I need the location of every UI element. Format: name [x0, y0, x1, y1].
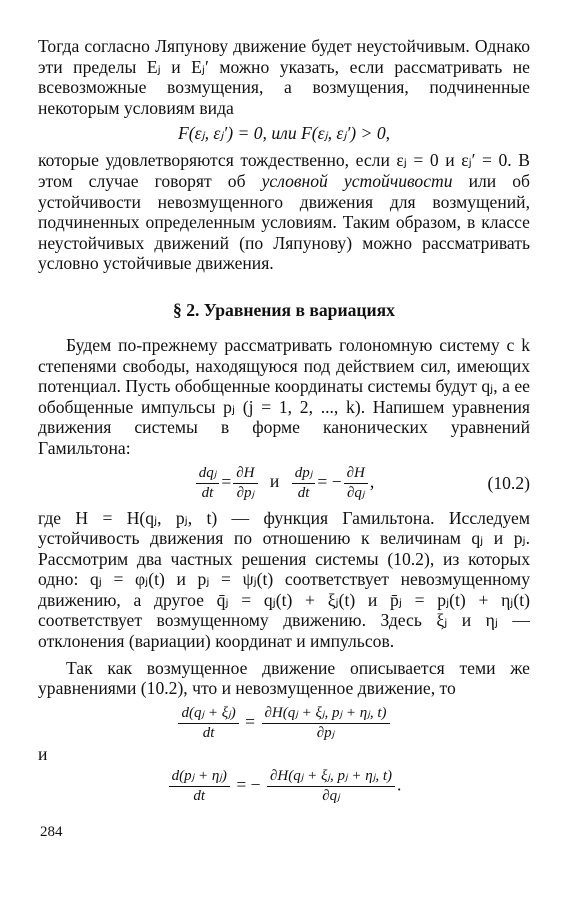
fraction-numerator: ∂H: [344, 465, 368, 484]
equals-minus-sign: = −: [317, 471, 342, 492]
fraction-dH-dp: [233, 465, 257, 502]
fraction-numerator: d(qⱼ + ξⱼ): [178, 705, 238, 724]
paragraph-conditional-stability: [38, 150, 530, 274]
fraction-numerator: ∂H: [233, 465, 257, 484]
fraction-denominator: dt: [202, 724, 215, 741]
fraction-denominator: dt: [193, 787, 206, 804]
page-number: 284: [40, 823, 63, 840]
equation-constraint: [38, 122, 530, 144]
fraction-denominator: ∂pⱼ: [316, 724, 335, 741]
equation-period: .: [396, 774, 402, 795]
equation-perturbed-q: [38, 705, 530, 742]
fraction-lhs-p: [169, 768, 230, 805]
paragraph-perturbed-motion: Так как возмущенное движение описывается теми же уравнениями (10.2), что и невозмущенное движение, то: [38, 657, 530, 699]
term-conditional-stability: условной устойчивости: [261, 170, 453, 191]
book-page: [38, 36, 530, 866]
fraction-denominator: ∂qⱼ: [322, 787, 340, 804]
fraction-rhs-q: [262, 705, 390, 742]
conjunction-line: и: [38, 743, 48, 764]
fraction-dH-dq: [344, 465, 368, 502]
equation-constraint-text: F(εⱼ, εⱼ′) = 0, или F(εⱼ, εⱼ′) > 0,: [177, 123, 391, 144]
equals-minus-sign: = −: [236, 774, 261, 795]
fraction-numerator: ∂H(qⱼ + ξⱼ, pⱼ + ηⱼ, t): [262, 705, 390, 724]
fraction-numerator: dpⱼ: [292, 465, 316, 484]
paragraph-conditional-stability-b: или об устойчивости невозмущенного движения для возмущений, подчиненных определенным условиям. Таким образом, в классе неустойчивых движений (по Ляпунову) можно рассматривать условно устойчивые движения.: [38, 170, 531, 274]
equals-sign: =: [245, 711, 256, 732]
paragraph-conditional-stability-a: которые удовлетворяются тождественно, если εⱼ = 0 и εⱼ′ = 0. В этом случае говорят об: [38, 150, 530, 191]
fraction-numerator: dqⱼ: [196, 465, 220, 484]
paragraph-stability-intro: Тогда согласно Ляпунову движение будет неустойчивым. Однако эти пределы Eⱼ и Eⱼ′ можно указать, если рассматривать не всевозможные возмущения, а возмущения, подчиненные некоторым условиям вида: [38, 36, 530, 118]
section-heading: § 2. Уравнения в вариациях: [173, 299, 395, 320]
fraction-lhs-q: [178, 705, 238, 742]
fraction-denominator: ∂qⱼ: [346, 484, 365, 501]
fraction-denominator: dt: [201, 484, 214, 501]
fraction-rhs-p: [267, 768, 395, 805]
equation-number: (10.2): [487, 473, 530, 493]
fraction-dq-dt: [196, 465, 220, 502]
conjunction-and: и: [269, 471, 280, 492]
equals-sign: =: [221, 471, 232, 492]
paragraph-holonomic-system: Будем по-прежнему рассматривать голономную систему с k степенями свободы, находящуюся под действием сил, имеющих потенциал. Пусть обобщенные координаты системы будут qⱼ, а ее обобщенные импульсы pⱼ (j = 1, 2, ..., k). Напишем уравнения движения системы в форме канонических уравнений Гамильтона:: [38, 334, 530, 458]
equation-10-2: [38, 465, 530, 502]
paragraph-hamilton-function: где H = H(qⱼ, pⱼ, t) — функция Гамильтона. Исследуем устойчивость движения по отношению к величинам qⱼ и pⱼ. Рассмотрим два частных решения системы (10.2), из которых одно: qⱼ = φⱼ(t) и pⱼ = ψⱼ(t) соответствует невозмущенному движению, а другое q̄ⱼ = qⱼ(t) + ξⱼ(t) и p̄ⱼ = pⱼ(t) + ηⱼ(t) соответствует возмущенному движению. Здесь ξⱼ и ηⱼ — отклонения (вариации) координат и импульсов.: [38, 507, 530, 652]
fraction-dp-dt: [292, 465, 316, 502]
equation-perturbed-p: [38, 768, 530, 805]
equation-comma: ,: [369, 471, 375, 492]
fraction-denominator: ∂pⱼ: [236, 484, 255, 501]
fraction-numerator: d(pⱼ + ηⱼ): [169, 768, 230, 787]
fraction-denominator: dt: [297, 484, 310, 501]
fraction-numerator: ∂H(qⱼ + ξⱼ, pⱼ + ηⱼ, t): [267, 768, 395, 787]
